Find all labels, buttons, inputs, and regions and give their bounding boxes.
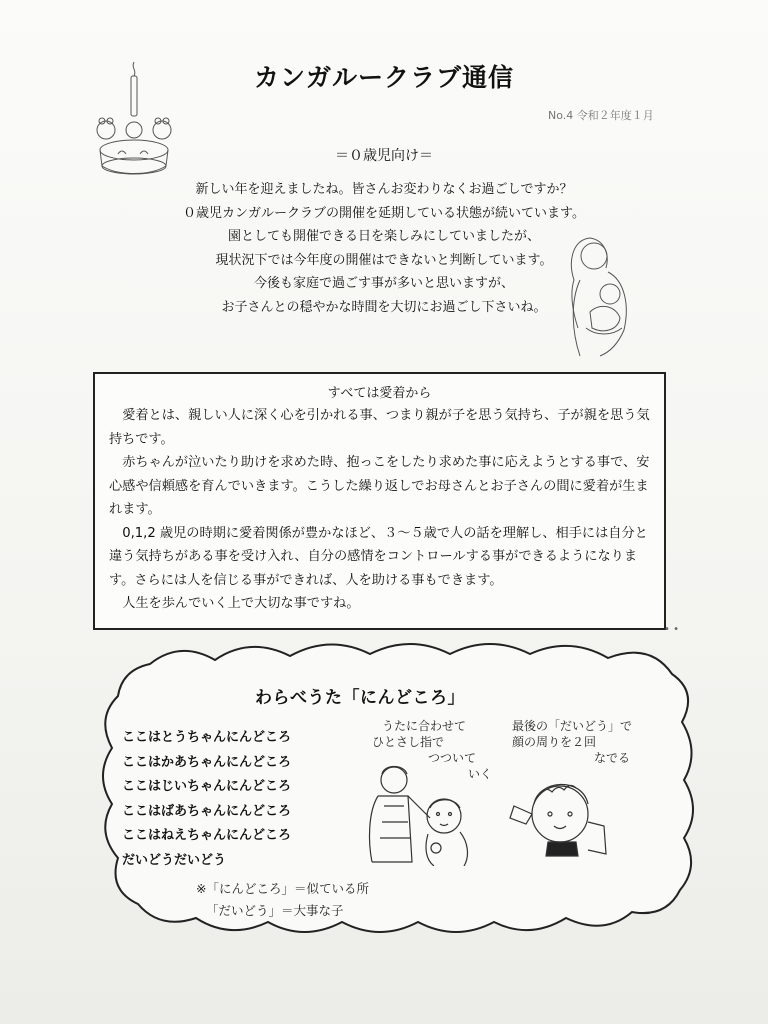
lyric-line: ここはかあちゃんにんどころ: [122, 754, 292, 770]
instruction-line: つついて: [428, 751, 477, 765]
lyric-line: ここはとうちゃんにんどころ: [122, 730, 292, 745]
intro-line: 現状況下では今年度の開催はできないと判断しています。: [215, 252, 553, 268]
article-paragraph: 人生を歩んでいく上で大切な事ですね。: [122, 596, 360, 611]
newsletter-title: カンガルークラブ通信: [253, 63, 514, 92]
child-face-illustration: [504, 770, 614, 870]
warabeuta-title: わらべうた「にんどころ」: [255, 688, 465, 708]
instruction-right: [512, 718, 632, 766]
issue-date: No.4 令和２年度１月: [548, 109, 654, 122]
lyric-line: ここはばあちゃんにんどころ: [122, 803, 292, 819]
instruction-line: いく: [468, 767, 493, 781]
article-paragraph: 0,1,2 歳児の時期に愛着関係が豊かなほど、３～５歳で人の話を理解し、相手には自分と違う気持ちがある事を受け入れ、自分の感情をコントロールする事ができるようになります。さらには人を信じる事ができれば、人を助ける事もできます。: [109, 525, 648, 588]
intro-line: お子さんとの穏やかな時間を大切にお過ごし下さいね。: [221, 299, 547, 315]
instruction-line: 最後の「だいどう」で: [512, 719, 633, 733]
footnote-line: ※「にんどころ」＝似ている所: [196, 881, 369, 896]
footnote: [196, 878, 369, 922]
instruction-line: ひとさし指で: [372, 735, 445, 749]
audience-subtitle: ＝０歳児向け＝: [335, 148, 433, 164]
instruction-line: うたに合わせて: [382, 719, 467, 733]
intro-line: 今後も家庭で過ごす事が多いと思いますが、: [253, 276, 514, 291]
article-paragraph: 愛着とは、親しい人に深く心を引かれる事、つまり親が子を思う気持ち、子が親を思う気持ちです。: [109, 408, 650, 447]
article-paragraph: 赤ちゃんが泣いたり助けを求めた時、抱っこをしたり求めた事に応えようとする事で、安心感や信頼感を育んでいきます。こうした繰り返しでお母さんとお子さんの間に愛着が生まれます。: [109, 455, 650, 517]
instruction-line: 顔の周りを２回: [512, 735, 597, 749]
intro-line: ０歳児カンガルークラブの開催を延期している状態が続いています。: [183, 205, 585, 221]
instruction-line: なでる: [594, 751, 631, 765]
intro-line: 新しい年を迎えましたね。皆さんお変わりなくお過ごしですか？: [195, 182, 573, 197]
lyric-line: だいどうだいどう: [122, 852, 227, 868]
footnote-line: 「だいどう」＝大事な子: [206, 903, 344, 918]
parent-and-child-illustration: [364, 762, 484, 866]
decorative-dots: • •: [664, 624, 679, 635]
article-title: すべては愛着から: [327, 386, 432, 401]
warabeuta-lyrics: [122, 726, 342, 874]
lyric-line: ここはじいちゃんにんどころ: [122, 779, 292, 795]
intro-line: 園としても開催できる日を楽しみにしていましたが、: [227, 229, 540, 244]
lyric-line: ここはねえちゃんにんどころ: [122, 828, 292, 844]
